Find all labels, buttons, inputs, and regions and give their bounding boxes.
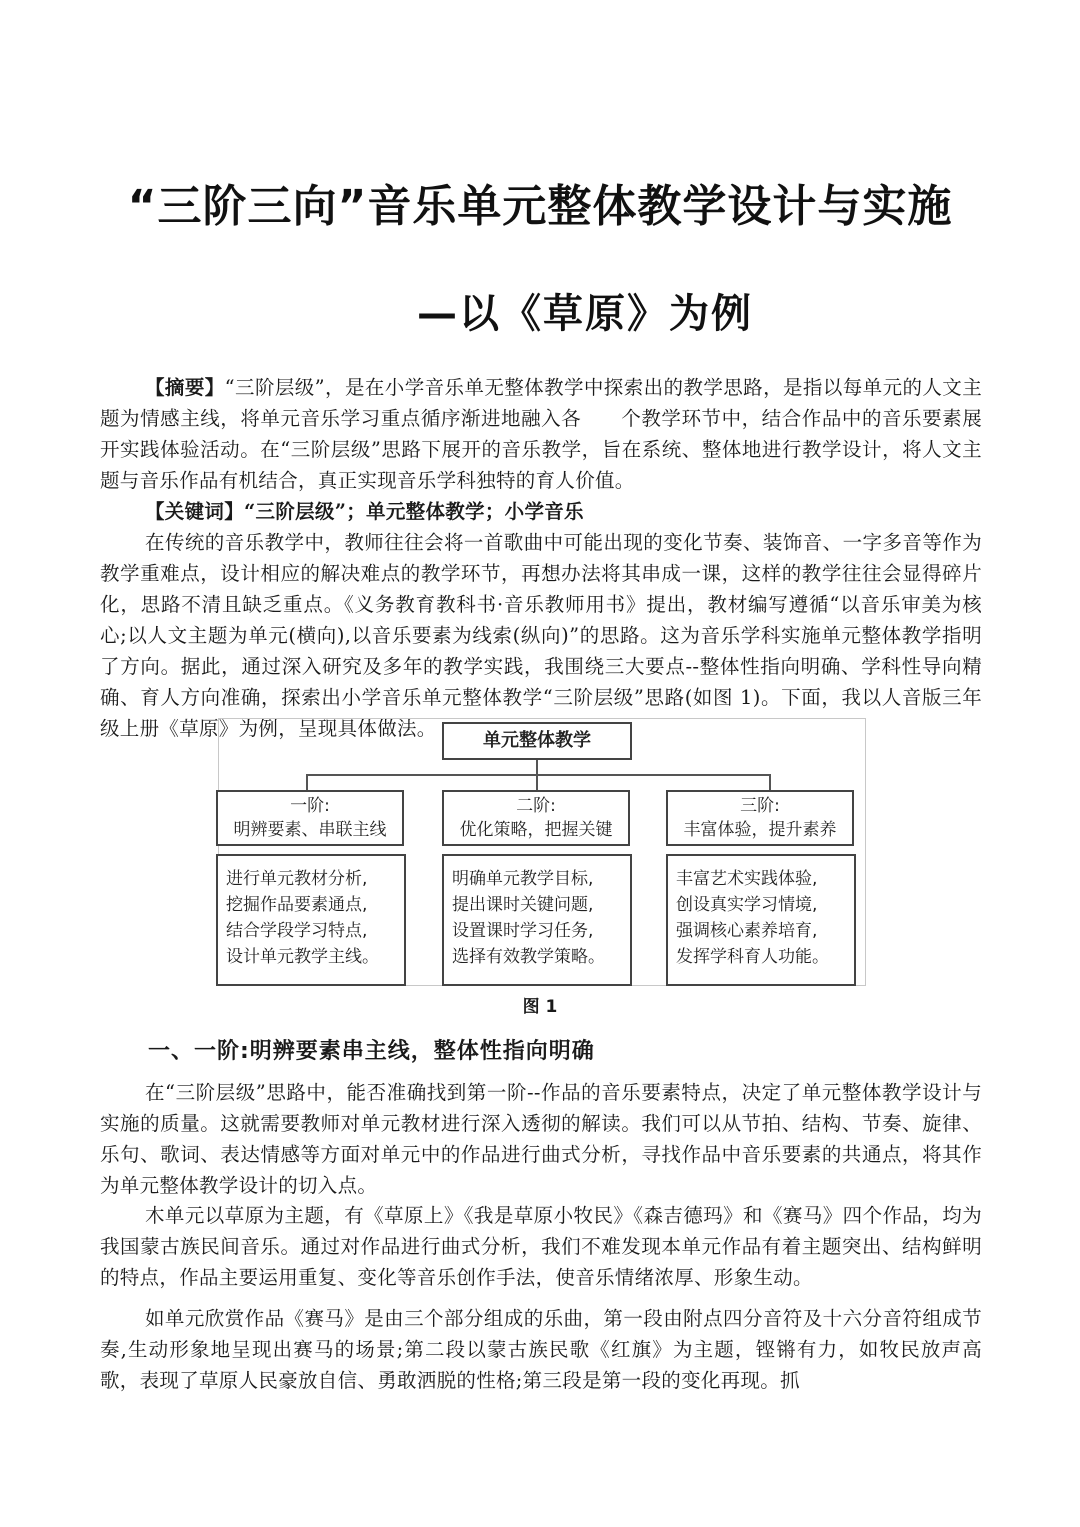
detail-line: 丰富艺术实践体验, [676,869,818,889]
detail-line: 提出课时关键问题, [452,895,594,915]
detail-line: 发挥学科育人功能。 [676,947,829,967]
detail-line: 创设真实学习情境, [676,895,818,915]
stage-3-name: 丰富体验，提升素养 [683,820,837,840]
detail-line: 选择有效教学策略。 [452,947,605,967]
stage-3-level: 三阶: [740,796,780,816]
stage-1-details [216,854,406,986]
abstract-label: 【摘要】 [145,376,225,399]
detail-line: 强调核心素养培育, [676,921,818,941]
page-title: “三阶三向”音乐单元整体教学设计与实施 [127,181,953,232]
keywords-label: 【关键词】 [145,500,245,523]
detail-line: 设置课时学习任务, [452,921,594,941]
figure-1-diagram [218,718,866,986]
stage-2-details [442,854,632,986]
figure-caption: 图 1 [522,997,558,1017]
section-1-paragraph-1: 在“三阶层级”思路中，能否准确找到第一阶--作品的音乐要素特点，决定了单元整体教学设计与实施的质量。这就需要教师对单元教材进行深入透彻的解读。我们可以从节拍、结构、节奏、旋律、乐句、歌词、表达情感等方面对单元中的作品进行曲式分析，寻找作品中音乐要素的共通点，将其作为单元整体教学设计的切入点。 [100,1081,982,1197]
detail-line: 挖掘作品要素通点, [226,895,368,915]
page-subtitle: —以《草原》为例 [417,291,753,337]
connector-line [536,774,538,790]
abstract-paragraph [100,372,982,496]
stage-1-name: 明辨要素、串联主线 [233,820,387,840]
keywords-text: “三阶层级”；单元整体教学；小学音乐 [244,500,584,523]
stage-2-box [442,790,630,846]
diagram-root-box: 单元整体教学 [442,722,632,760]
connector-line [306,774,770,776]
stage-3-details [666,854,856,986]
connector-line [306,774,308,790]
keywords-paragraph [100,496,982,527]
stage-2-level: 二阶: [516,796,556,816]
connector-line [769,774,771,790]
abstract-text: “三阶层级”，是在小学音乐单无整体教学中探索出的教学思路，是指以每单元的人文主题为情感主线，将单元音乐学习重点循序渐进地融入各 个教学环节中，结合作品中的音乐要素展开实践体验活动。在“三阶层级”思路下展开的音乐教学，旨在系统、整体地进行教学设计，将人文主题与音乐作品有机结合，真正实现音乐学科独特的育人价值。 [100,376,983,492]
stage-3-box [666,790,854,846]
stage-1-box [216,790,404,846]
section-1-paragraph-3: 如单元欣赏作品《赛马》是由三个部分组成的乐曲，第一段由附点四分音符及十六分音符组成节奏,生动形象地呈现出赛马的场景;第二段以蒙古族民歌《红旗》为主题，铿锵有力，如牧民放声高歌，表现了草原人民豪放自信、勇敢洒脱的性格;第三段是第一段的变化再现。抓 [100,1307,982,1392]
detail-line: 进行单元教材分析, [226,869,368,889]
connector-line [536,760,538,774]
detail-line: 设计单元教学主线。 [226,947,379,967]
detail-line: 明确单元教学目标, [452,869,594,889]
section-1-heading: 一、一阶:明辨要素串主线，整体性指向明确 [148,1039,595,1064]
detail-line: 结合学段学习特点, [226,921,368,941]
stage-1-level: 一阶: [290,796,330,816]
section-1-paragraph-2: 木单元以草原为主题，有《草原上》《我是草原小牧民》《森吉德玛》和《赛马》四个作品，均为我国蒙古族民间音乐。通过对作品进行曲式分析，我们不难发现本单元作品有着主题突出、结构鲜明的特点，作品主要运用重复、变化等音乐创作手法，使音乐情绪浓厚、形象生动。 [100,1204,982,1289]
intro-paragraph: 在传统的音乐教学中，教师往往会将一首歌曲中可能出现的变化节奏、装饰音、一字多音等作为教学重难点，设计相应的解决难点的教学环节，再想办法将其串成一课，这样的教学往往会显得碎片化，思路不清且缺乏重点。《义务教育教科书·音乐教师用书》提出，教材编写遵循“以音乐审美为核心;以人文主题为单元(横向),以音乐要素为线索(纵向)”的思路。这为音乐学科实施单元整体教学指明了方向。据此，通过深入研究及多年的教学实践，我围绕三大要点--整体性指向明确、学科性导向精确、育人方向准确，探索出小学音乐单元整体教学“三阶层级”思路(如图 1)。下面，我以人音版三年级上册《草原》为例，呈现具体做法。 [100,531,982,740]
stage-2-name: 优化策略，把握关键 [459,820,613,840]
